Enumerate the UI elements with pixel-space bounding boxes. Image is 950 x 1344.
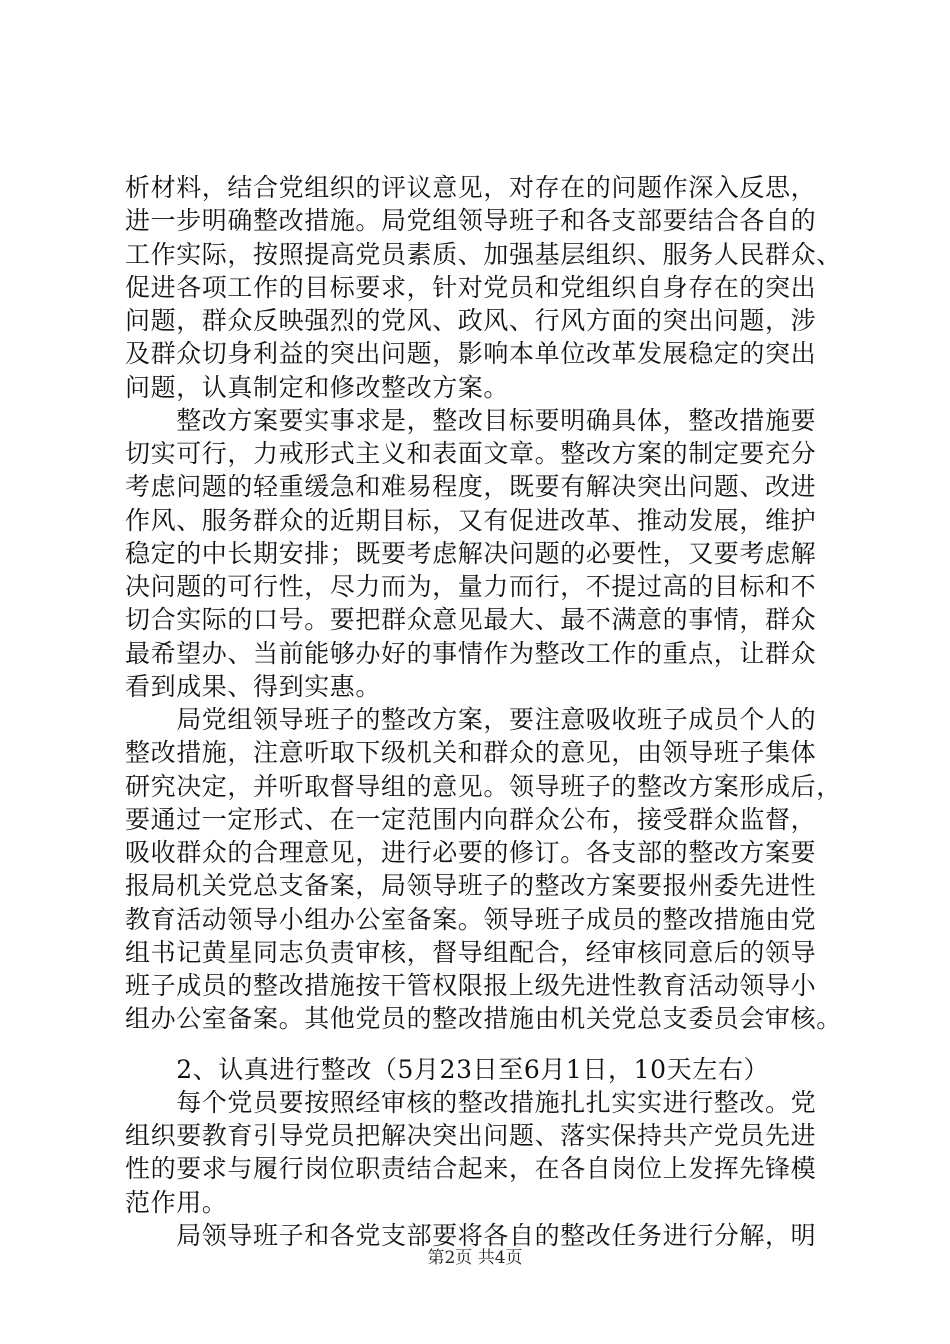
paragraph-line: 问题，群众反映强烈的党风、政风、行风方面的突出问题，涉 <box>125 306 817 335</box>
paragraph-line: 研究决定，并听取督导组的意见。领导班子的整改方案形成后， <box>125 772 842 801</box>
paragraph-line: 看到成果、得到实惠。 <box>125 672 382 701</box>
paragraph-line: 决问题的可行性，尽力而为，量力而行，不提过高的目标和不 <box>125 572 817 601</box>
paragraph-line: 最希望办、当前能够办好的事情作为整改工作的重点，让群众 <box>125 639 817 668</box>
paragraph-line: 班子成员的整改措施按干管权限报上级先进性教育活动领导小 <box>125 971 817 1000</box>
paragraph-line: 析材料，结合党组织的评议意见，对存在的问题作深入反思， <box>125 173 817 202</box>
paragraph-line: 组织要教育引导党员把解决突出问题、落实保持共产党员先进 <box>125 1121 817 1150</box>
paragraph-line: 组书记黄星同志负责审核，督导组配合，经审核同意后的领导 <box>125 938 817 967</box>
paragraph-line: 报局机关党总支备案，局领导班子的整改方案要报州委先进性 <box>125 871 817 900</box>
paragraph-line: 切合实际的口号。要把群众意见最大、最不满意的事情，群众 <box>125 605 817 634</box>
paragraph-line: 切实可行，力戒形式主义和表面文章。整改方案的制定要充分 <box>125 439 817 468</box>
paragraph-line: 考虑问题的轻重缓急和难易程度，既要有解决突出问题、改进 <box>125 472 817 501</box>
paragraph-line: 工作实际，按照提高党员素质、加强基层组织、服务人民群众、 <box>125 240 842 269</box>
paragraph-line: 要通过一定形式、在一定范围内向群众公布，接受群众监督， <box>125 805 817 834</box>
paragraph-line: 局党组领导班子的整改方案，要注意吸收班子成员个人的 <box>125 705 817 734</box>
paragraph-line: 组办公室备案。其他党员的整改措施由机关党总支委员会审核。 <box>125 1004 842 1033</box>
paragraph-line: 稳定的中长期安排；既要考虑解决问题的必要性，又要考虑解 <box>125 539 817 568</box>
paragraph-line: 性的要求与履行岗位职责结合起来，在各自岗位上发挥先锋模 <box>125 1154 817 1183</box>
paragraph-line: 范作用。 <box>125 1188 228 1217</box>
paragraph-line: 整改方案要实事求是，整改目标要明确具体，整改措施要 <box>125 406 817 435</box>
page-number-footer: 第2页 共4页 <box>427 1248 523 1268</box>
section-heading: 2、认真进行整改（5月23日至6月1日，10天左右） <box>125 1055 770 1084</box>
paragraph-line: 进一步明确整改措施。局党组领导班子和各支部要结合各自的 <box>125 206 817 235</box>
paragraph-line: 问题，认真制定和修改整改方案。 <box>125 373 510 402</box>
paragraph-line: 促进各项工作的目标要求，针对党员和党组织自身存在的突出 <box>125 273 817 302</box>
paragraph-line: 教育活动领导小组办公室备案。领导班子成员的整改措施由党 <box>125 905 817 934</box>
paragraph-line: 局领导班子和各党支部要将各自的整改任务进行分解，明 <box>125 1221 817 1250</box>
paragraph-line: 整改措施，注意听取下级机关和群众的意见，由领导班子集体 <box>125 738 817 767</box>
paragraph-line: 吸收群众的合理意见，进行必要的修订。各支部的整改方案要 <box>125 838 817 867</box>
paragraph-line: 作风、服务群众的近期目标，又有促进改革、推动发展，维护 <box>125 506 817 535</box>
paragraph-line: 及群众切身利益的突出问题，影响本单位改革发展稳定的突出 <box>125 339 817 368</box>
paragraph-line: 每个党员要按照经审核的整改措施扎扎实实进行整改。党 <box>125 1088 817 1117</box>
